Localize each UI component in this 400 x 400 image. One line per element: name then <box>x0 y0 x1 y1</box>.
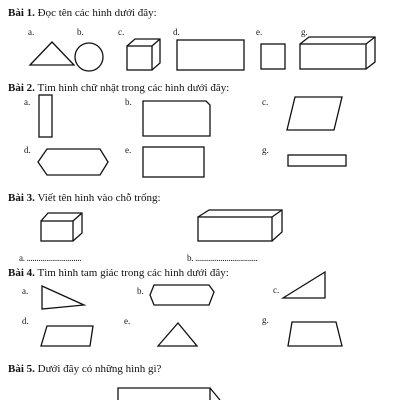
exercise-4-number: Bài 4. <box>8 267 35 279</box>
ex2-label-c: c. <box>262 97 269 107</box>
ex4-label-c: c. <box>273 285 280 295</box>
ex4-obtuse-triangle-shape <box>42 286 84 309</box>
exercise-5-number: Bài 5. <box>8 363 35 375</box>
ex1-circle-shape <box>75 43 103 71</box>
ex4-irregular-hexagon-shape <box>150 285 214 305</box>
ex2-parallelogram-shape <box>287 97 342 130</box>
ex2-rectangle-shape <box>143 147 204 177</box>
ex1-triangle-shape <box>30 42 74 65</box>
ex4-right-triangle-shape <box>283 272 325 298</box>
ex1-label-g: g. <box>301 27 308 37</box>
exercise-3-text: Viết tên hình vào chỗ trống: <box>37 192 161 204</box>
ex4-label-e: e. <box>124 316 131 326</box>
ex1-label-c: c. <box>118 27 125 37</box>
ex3-answer-b: b. ................................ <box>187 253 258 263</box>
ex4-label-a: a. <box>22 286 29 296</box>
ex4-trapezoid-shape <box>41 326 93 346</box>
exercise-1-text: Đọc tên các hình dưới đây: <box>37 7 157 19</box>
exercise-5-text: Dưới đây có những hình gì? <box>37 363 162 375</box>
exercise-2-number: Bài 2. <box>8 82 35 94</box>
ex3-cuboid-shape <box>198 210 282 241</box>
ex2-label-e: e. <box>125 145 132 155</box>
ex5-partial-figure <box>118 388 220 400</box>
ex2-flat-rectangle-shape <box>288 155 346 166</box>
exercise-1-number: Bài 1. <box>8 7 35 19</box>
ex1-square-shape <box>261 44 285 69</box>
ex2-tall-rectangle-shape <box>39 95 52 137</box>
ex2-label-d: d. <box>24 145 31 155</box>
ex1-cuboid-shape <box>300 37 375 69</box>
ex1-label-a: a. <box>28 27 35 37</box>
exercise-3-number: Bài 3. <box>8 192 35 204</box>
ex4-triangle-shape <box>158 323 197 346</box>
ex2-cut-corner-shape <box>143 101 210 136</box>
exercise-2-text: Tìm hình chữ nhật trong các hình dưới đây: <box>37 82 230 94</box>
ex3-cube-shape <box>41 213 82 241</box>
ex4-label-b: b. <box>137 286 144 296</box>
ex2-hexagon-shape <box>38 149 108 175</box>
ex1-label-d: d. <box>173 27 180 37</box>
ex1-label-b: b. <box>77 27 84 37</box>
ex4-label-d: d. <box>22 316 29 326</box>
ex4-quadrilateral-shape <box>288 322 342 346</box>
ex3-answer-a: a. ............................ <box>19 253 82 263</box>
ex2-label-g: g. <box>262 145 269 155</box>
ex2-label-b: b. <box>125 97 132 107</box>
ex1-label-e: e. <box>256 27 263 37</box>
ex1-cube-shape <box>127 39 160 70</box>
ex2-label-a: a. <box>24 97 31 107</box>
ex4-label-g: g. <box>262 315 269 325</box>
ex1-rectangle-shape <box>177 40 244 70</box>
exercise-4-text: Tìm hình tam giác trong các hình dưới đây: <box>37 267 229 279</box>
